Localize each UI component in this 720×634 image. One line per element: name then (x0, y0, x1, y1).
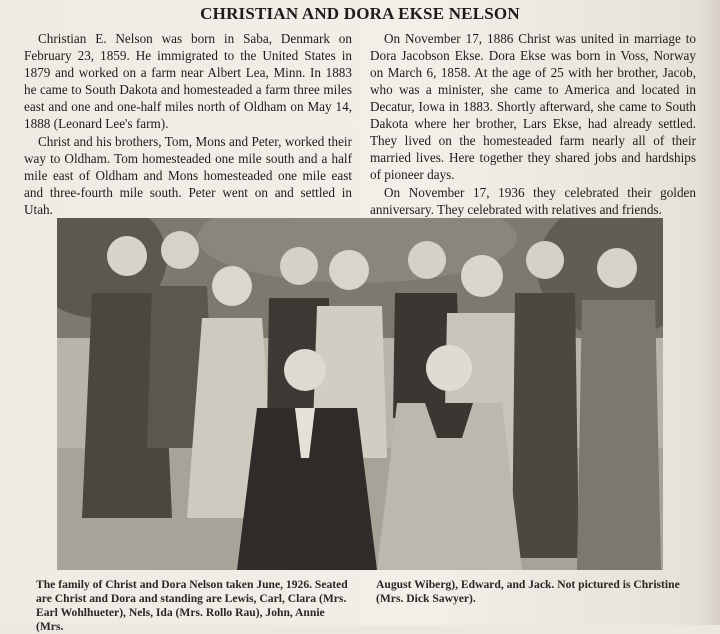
photo-caption-left: The family of Christ and Dora Nelson taken June, 1926. Seated are Christ and Dora and standing are Lewis, Carl, Clara (Mrs. Earl Wohlhueter), Nels, Ida (Mrs. Rollo Rau), John, Annie (Mrs. (36, 578, 348, 633)
page-title: CHRISTIAN AND DORA EKSE NELSON (200, 4, 520, 23)
left-paragraph-2: Christ and his brothers, Tom, Mons and Peter, worked their way to Oldham. Tom homesteaded one mile south and a half mile east of Oldham and Mons homesteaded one mile east and three-fourth mile south. Peter went on and settled in Utah. (24, 134, 352, 217)
right-text-column (370, 30, 696, 219)
family-photo-illustration (57, 218, 663, 570)
left-paragraph-1: Christian E. Nelson was born in Saba, Denmark on February 23, 1859. He immigrated to the United States in 1879 and worked on a farm near Albert Lea, Minn. In 1883 he came to South Dakota and homesteaded a farm three miles east and one and one-half miles north of Oldham on May 14, 1888 (Leonard Lee's farm). (24, 31, 352, 131)
photo-caption-right: August Wiberg), Edward, and Jack. Not pictured is Christine (Mrs. Dick Sawyer). (376, 578, 680, 605)
right-paragraph-1: On November 17, 1886 Christ was united in marriage to Dora Jacobson Ekse. Dora Ekse was born in Voss, Norway on March 6, 1858. At the age of 25 with her brother, Jacob, who was a minister, she came to America and located in Decatur, Iowa in 1883. Shortly afterward, she came to South Dakota where her brother, Lars Ekse, had already settled. They lived on the homesteaded farm nearly all of their married lives. Here together they shared jobs and hardships of pioneer days. (370, 31, 696, 182)
right-paragraph-2: On November 17, 1936 they celebrated their golden anniversary. They celebrated with relatives and friends. (370, 185, 696, 217)
family-photograph (57, 218, 663, 570)
left-text-column (24, 30, 352, 219)
